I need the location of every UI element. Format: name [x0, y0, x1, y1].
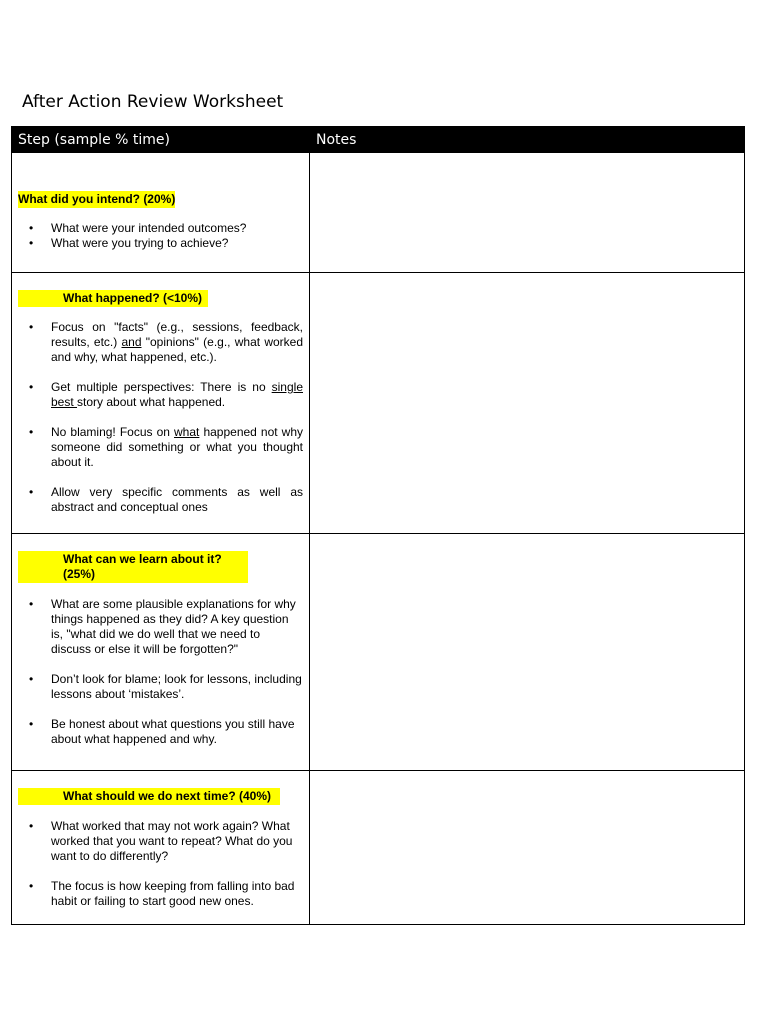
list-item: • What were you trying to achieve?: [29, 236, 229, 250]
bullet-icon: •: [29, 597, 34, 611]
list-item: • Get multiple perspectives: There is no single best story about what happened.: [29, 380, 303, 409]
bullet-icon: •: [29, 236, 34, 250]
next-points: [18, 819, 303, 909]
bullet-icon: •: [29, 380, 34, 394]
happened-points: [18, 320, 303, 515]
table-row: [12, 534, 745, 771]
list-item: • No blaming! Focus on what happened not why someone did something or what you thought about it.: [29, 425, 303, 469]
bullet-icon: •: [29, 879, 34, 893]
list-item: • The focus is how keeping from falling into bad habit or failing to start good new ones.: [29, 879, 295, 908]
table-row: [12, 153, 745, 273]
notes-cell-learn[interactable]: [310, 534, 745, 771]
list-item: • Don’t look for blame; look for lessons, including lessons about ‘mistakes’.: [29, 672, 302, 701]
table-row: [12, 273, 745, 534]
step-heading-happened: What happened? (<10%): [18, 290, 208, 307]
header-row: [12, 127, 745, 153]
step-cell-intend: [12, 153, 310, 273]
list-item: • What worked that may not work again? What worked that you want to repeat? What do you want to do differently?: [29, 819, 293, 863]
step-column-header: Step (sample % time): [12, 127, 310, 153]
bullet-icon: •: [29, 717, 34, 731]
bullet-icon: •: [29, 819, 34, 833]
bullet-icon: •: [29, 425, 34, 439]
review-table: [11, 126, 745, 925]
step-cell-learn: [12, 534, 310, 771]
bullet-icon: •: [29, 221, 34, 235]
table-row: [12, 771, 745, 925]
notes-cell-happened[interactable]: [310, 273, 745, 534]
bullet-icon: •: [29, 672, 34, 686]
notes-cell-intend[interactable]: [310, 153, 745, 273]
step-heading-intend: What did you intend? (20%): [18, 192, 176, 206]
list-item: • What were your intended outcomes?: [29, 221, 247, 235]
step-cell-happened: [12, 273, 310, 534]
notes-cell-next[interactable]: [310, 771, 745, 925]
list-item: • Be honest about what questions you still have about what happened and why.: [29, 717, 295, 746]
intend-points: [18, 221, 303, 251]
step-heading-next: What should we do next time? (40%): [18, 788, 280, 805]
bullet-icon: •: [29, 485, 34, 499]
list-item: • What are some plausible explanations for why things happened as they did? A key question is, "what did we do well that we need to discuss or else it will be forgotten?": [29, 597, 296, 656]
bullet-icon: •: [29, 320, 34, 334]
page-title: After Action Review Worksheet: [22, 92, 284, 112]
learn-points: [18, 597, 303, 747]
list-item: • Focus on "facts" (e.g., sessions, feedback, results, etc.) and "opinions" (e.g., what worked and why, what happened, etc.).: [29, 320, 303, 364]
list-item: • Allow very specific comments as well as abstract and conceptual ones: [29, 485, 303, 514]
notes-column-header: Notes: [310, 127, 745, 153]
step-heading-learn: What can we learn about it? (25%): [18, 551, 248, 583]
step-cell-next: [12, 771, 310, 925]
